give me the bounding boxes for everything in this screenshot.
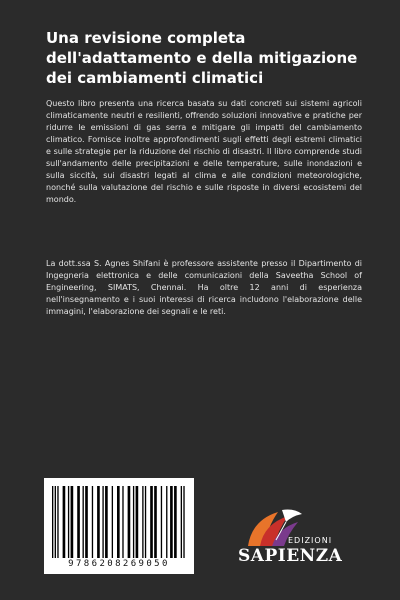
barcode-bar: [133, 486, 134, 558]
book-title: Una revisione completa dell'adattamento e della mitigazione dei cambiamenti climatici: [46, 29, 358, 87]
barcode-bar: [102, 486, 103, 558]
barcode-bar: [92, 486, 93, 558]
book-description: Questo libro presenta una ricerca basata su dati concreti sui sistemi agricoli climaticamente neutri e resilienti, offrendo soluzioni innovative e pratiche per ridurre le emissioni di gas serra e mitigare gli impatti del cambiamento climatico. Fornisce inoltre approfondimenti sugli effetti degli estremi climatici e sulle strategie per la riduzione del rischio di disastri. Il libro comprende studi sull'andamento delle precipitazioni e delle temperature, sulle inondazioni e sulla siccità, sui disastri legati al clima e alle condizioni meteorologiche, nonché sulla valutazione del rischio e sulle risposte in diversi ecosistemi del mondo.: [46, 99, 362, 204]
barcode-bar: [97, 486, 100, 558]
barcode-bar: [128, 486, 131, 558]
barcode-bar: [105, 486, 108, 558]
barcode: [44, 478, 194, 574]
isbn-number: 9786208269050: [68, 559, 170, 569]
barcode-bar: [154, 486, 157, 558]
barcode-bar: [117, 486, 120, 558]
barcode-bars: [52, 486, 186, 558]
barcode-bar: [55, 486, 56, 558]
barcode-bar: [181, 486, 182, 558]
barcode-bar: [68, 486, 69, 558]
barcode-bar: [145, 486, 146, 558]
barcode-bar: [166, 486, 167, 558]
publisher-logo: [236, 500, 366, 580]
publisher-line-edizioni: EDIZIONI: [288, 536, 333, 545]
barcode-bar: [136, 486, 139, 558]
barcode-bar: [170, 486, 173, 558]
barcode-bar: [83, 486, 84, 558]
author-biography: La dott.ssa S. Agnes Shifani è professore assistente presso il Dipartimento di Ingegneria elettronica e delle comunicazioni della Saveetha School of Engineering, SIMATS, Chennai. Ha oltre 12 anni di esperienza nell'insegnamento e i suoi interessi di ricerca includono l'elaborazione delle immagini, l'elaborazione dei segnali e le reti.: [46, 259, 362, 316]
barcode-bar: [52, 486, 53, 558]
publisher-name: SAPIENZA: [238, 546, 343, 566]
barcode-bar: [57, 486, 58, 558]
barcode-bar: [71, 486, 74, 558]
barcode-bar: [161, 486, 162, 558]
barcode-bar: [122, 486, 123, 558]
barcode-bar: [183, 486, 184, 558]
barcode-bar: [77, 486, 80, 558]
barcode-bar: [142, 486, 143, 558]
barcode-bar: [150, 486, 153, 558]
barcode-bar: [85, 486, 88, 558]
barcode-bar: [63, 486, 66, 558]
barcode-bar: [174, 486, 177, 558]
barcode-bar: [112, 486, 113, 558]
